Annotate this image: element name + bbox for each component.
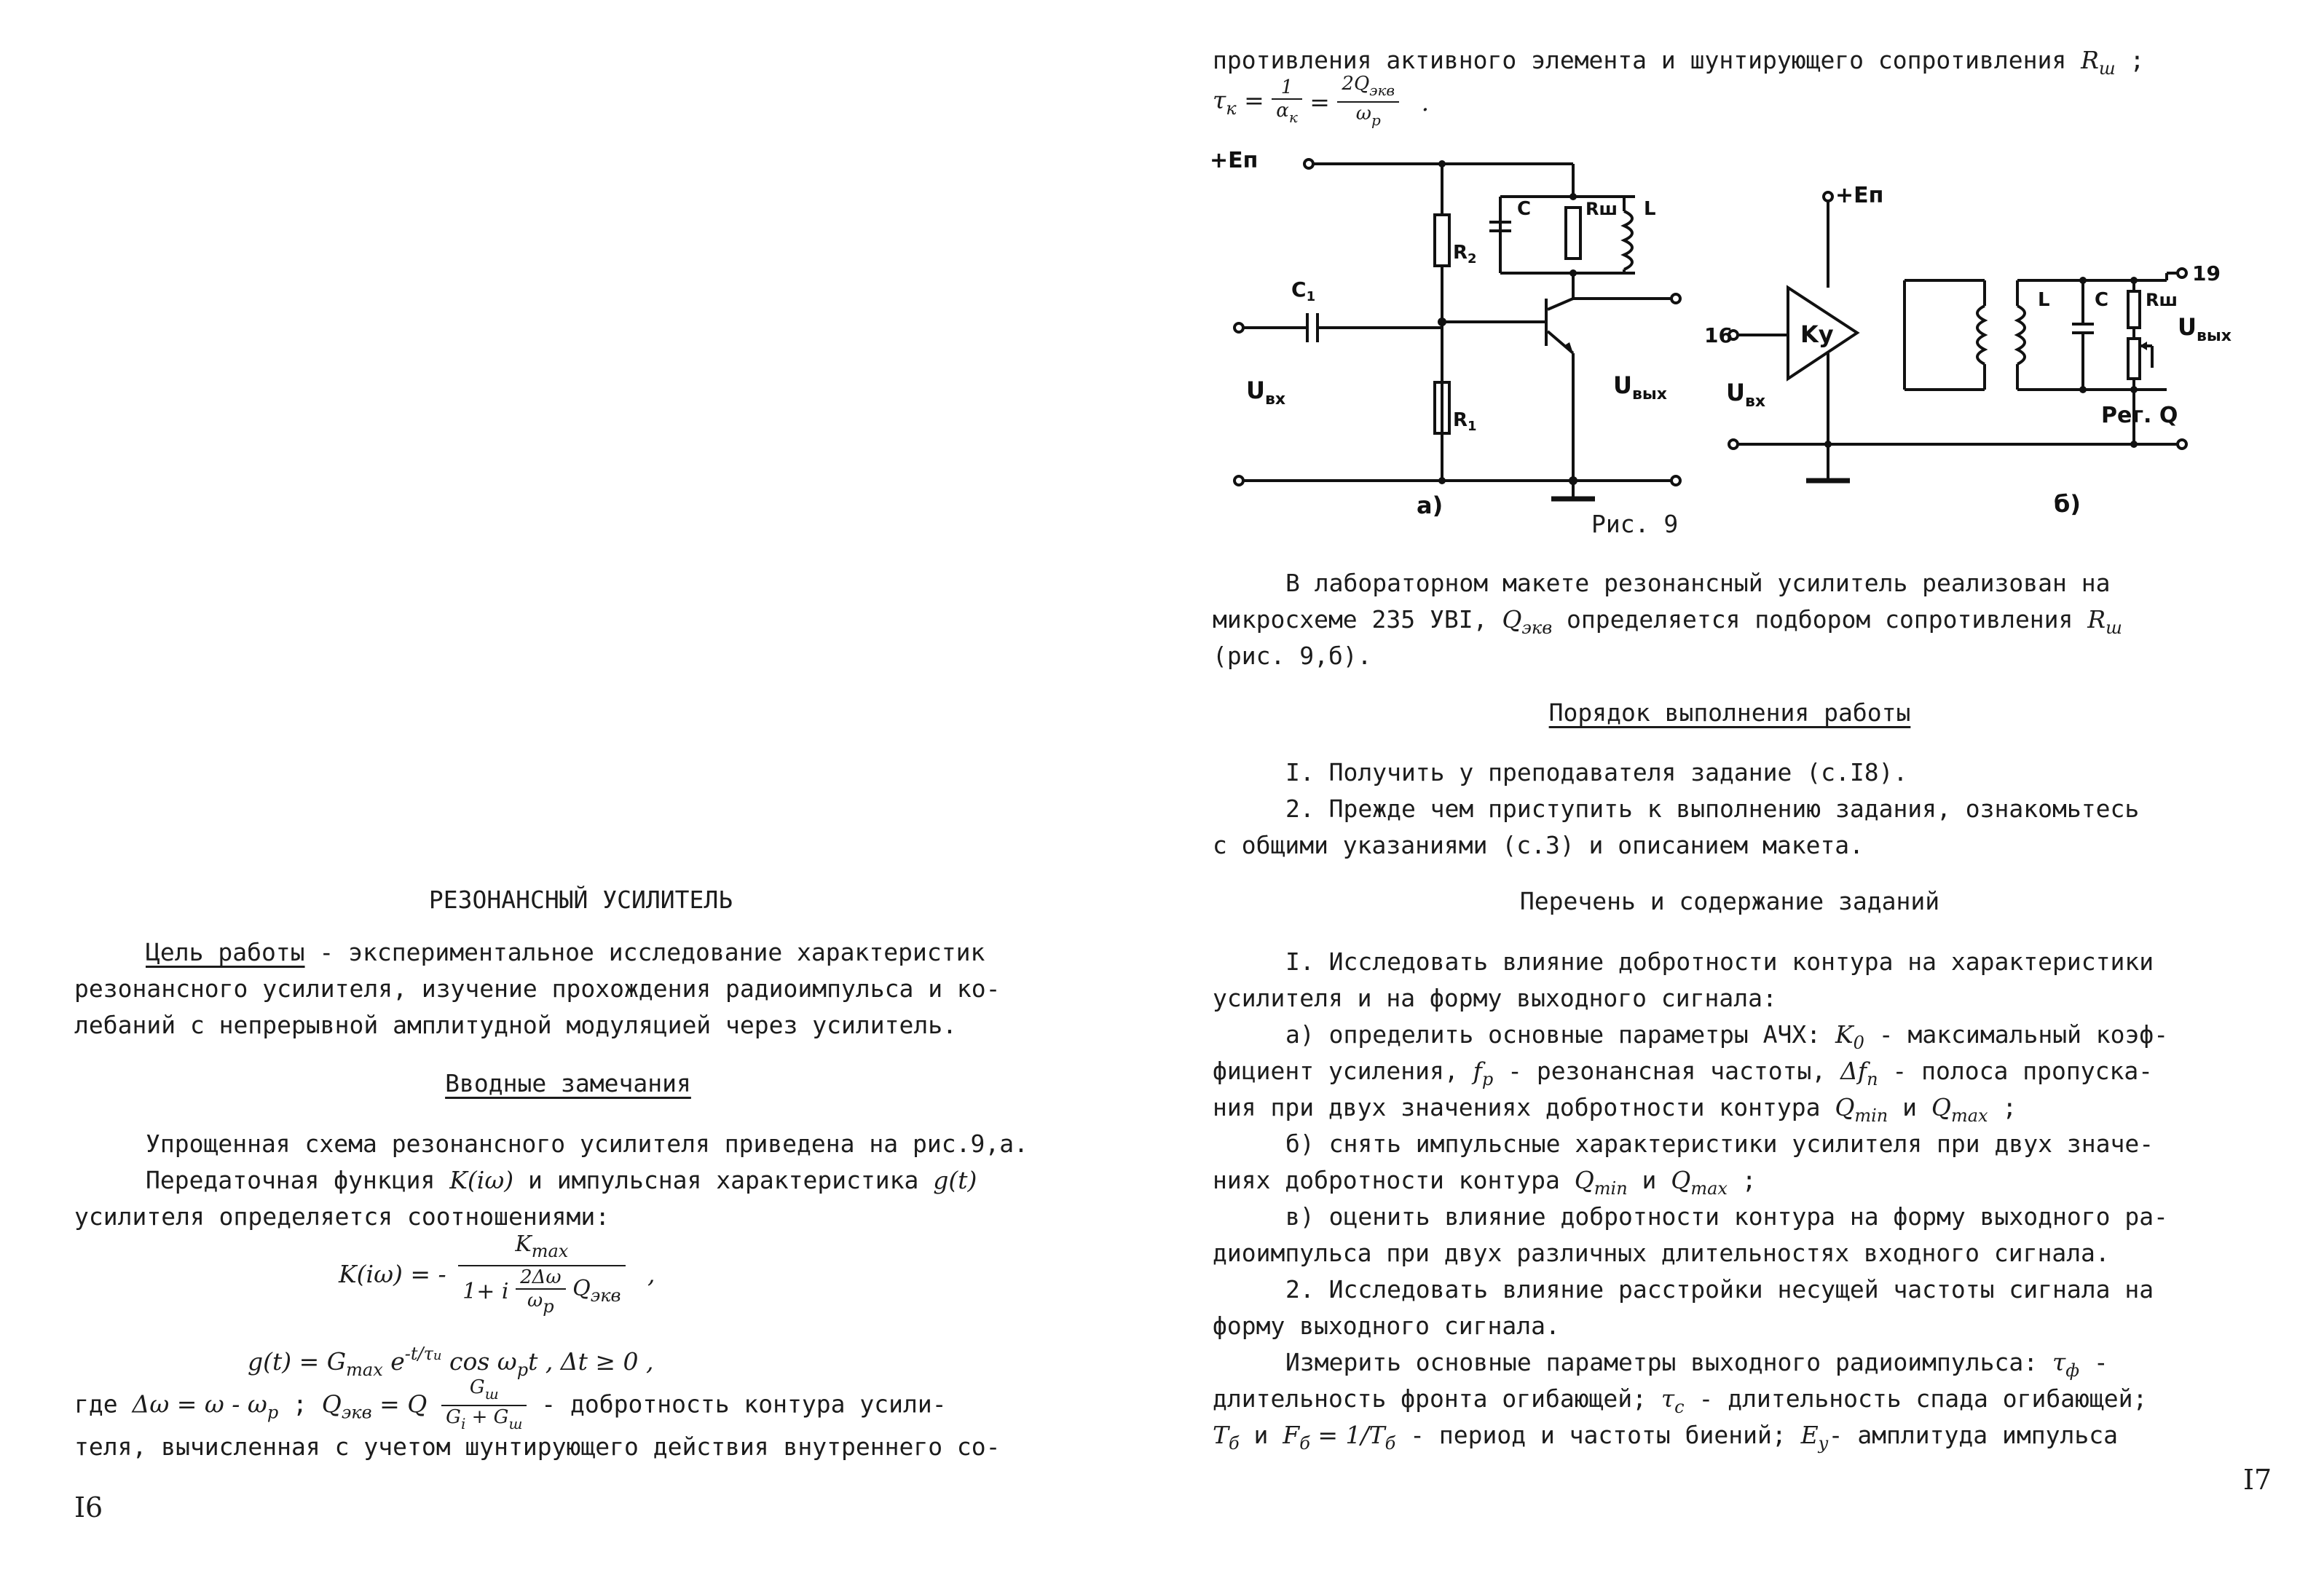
where-frac-den <box>441 1406 527 1435</box>
r2-letter: R <box>1453 242 1468 264</box>
top-line-end: ; <box>2115 46 2145 74</box>
where-frac-den-sub2: ш <box>508 1415 523 1432</box>
where-eq: = Q <box>371 1389 428 1419</box>
uin-a-letter: U <box>1246 376 1265 404</box>
t1g-text-a: ниях добротности контура <box>1213 1166 1575 1194</box>
t1c-text-b: - максимальный коэф- <box>1864 1020 2169 1049</box>
where-dw-sub: p <box>267 1402 279 1423</box>
lab-line-2-text-b: определяется подбором сопротивления <box>1552 605 2088 634</box>
tau-lhs-letter: τ <box>1213 85 1226 114</box>
lab-r: R <box>2087 605 2106 634</box>
r1-letter: R <box>1453 409 1468 431</box>
task-1e <box>1213 1092 2017 1131</box>
m2-text-b: - длительность спада огибающей; <box>1684 1384 2148 1413</box>
tasks-heading: Перечень и содержание заданий <box>1519 887 1940 915</box>
t1d-text-c: - полоса пропуска- <box>1878 1057 2154 1085</box>
eq1-den-q <box>572 1275 621 1306</box>
circuit-b-rsh-label: Rш <box>2146 290 2178 310</box>
eq2-lhs: g(t) = G <box>248 1347 347 1376</box>
tau-f2-num <box>1337 73 1399 103</box>
tau-f2-num-text: 2Q <box>1342 73 1370 95</box>
t1g-q2: Q <box>1671 1166 1691 1194</box>
where-text-b: ; <box>278 1389 322 1419</box>
m3-t: T <box>1213 1421 1229 1449</box>
circuit-a-uout-label <box>1613 371 1667 403</box>
top-line-r-sub: ш <box>2098 58 2116 79</box>
task-1g <box>1213 1165 1757 1204</box>
m3-text-a: и <box>1239 1421 1283 1449</box>
eq2-cos-sub: p <box>516 1360 529 1380</box>
tau-end: . <box>1421 87 1430 117</box>
t1e-q2-sub: max <box>1950 1105 1988 1126</box>
goal-line-1-text: - экспериментальное исследование характеристик <box>304 938 985 966</box>
t1g-text-b: и <box>1627 1166 1671 1194</box>
t1g-q1: Q <box>1574 1166 1594 1194</box>
task-1h: в) оценить влияние добротности контура на форму выходного ра- <box>1285 1202 2168 1231</box>
circuit-a-c-label: C <box>1517 198 1532 220</box>
eq1-den-a: 1+ i <box>462 1279 509 1304</box>
title-text: РЕЗОНАНСНЫЙ УСИЛИТЕЛЬ <box>428 886 733 914</box>
m1-tau-sub: ф <box>2065 1360 2080 1381</box>
figure-9a-circuit <box>1205 142 1715 538</box>
circuit-a-svg <box>1205 142 1715 535</box>
t1d-f: f <box>1473 1057 1482 1085</box>
goal-line-3: лебаний с непрерывной амплитудной модуляцией через усилитель. <box>74 1011 957 1039</box>
eq1-fraction <box>458 1231 625 1317</box>
m3-text-c: - амплитуда импульса <box>1828 1421 2118 1449</box>
eq1-den-q-sub: экв <box>590 1285 621 1306</box>
where-dw: Δω = ω - ω <box>132 1389 267 1419</box>
eq1-den-q-letter: Q <box>572 1275 591 1301</box>
tau-f1-den-sub: к <box>1288 108 1298 126</box>
m1-text-b: - <box>2079 1348 2108 1376</box>
t1g-text-c: ; <box>1727 1166 1757 1194</box>
circuit-b-svg <box>1682 171 2236 535</box>
task-1c <box>1285 1020 2168 1058</box>
where-frac-num-sub: ш <box>484 1385 499 1403</box>
eq1-inner-fraction <box>516 1266 566 1317</box>
circuit-b-uout-label <box>2178 313 2232 345</box>
m3-text-b: - период и частоты биений; <box>1395 1421 1801 1449</box>
top-line-text: противления активного элемента и шунтирующего сопротивления <box>1213 46 2081 74</box>
m3-eq: = 1/T <box>1309 1421 1385 1449</box>
tau-fraction-2 <box>1337 73 1399 131</box>
t1g-q1-sub: min <box>1594 1178 1628 1199</box>
m3-f-sub: б <box>1299 1433 1310 1454</box>
task-1a: I. Исследовать влияние добротности контура на характеристики <box>1285 947 2154 976</box>
t1d-f-sub: р <box>1481 1069 1494 1089</box>
order-item-2b: с общими указаниями (с.3) и описанием макета. <box>1213 831 1864 859</box>
p2-text-b: и импульсная характеристика <box>513 1166 934 1194</box>
circuit-b-pin-in: 16 <box>1704 323 1733 347</box>
circuit-b-c-label: C <box>2095 289 2109 311</box>
tau-f2-num-sub: экв <box>1369 82 1395 99</box>
c1-letter: C <box>1291 277 1307 301</box>
where-frac-num <box>441 1376 527 1406</box>
circuit-a-rsh-label: Rш <box>1586 199 1618 219</box>
tau-f2-den <box>1337 103 1399 131</box>
eq1-tail: , <box>647 1260 655 1288</box>
t1c-k: K <box>1835 1020 1854 1049</box>
goal-line-1 <box>146 937 985 968</box>
circuit-a-uin-label <box>1246 376 1285 409</box>
intro-paragraph-2 <box>146 1165 977 1196</box>
circuit-a-l-label: L <box>1644 198 1656 220</box>
lab-r-sub: ш <box>2106 618 2122 638</box>
tau-equals: = <box>1309 87 1330 117</box>
tau-f1-den-alpha: α <box>1276 99 1289 122</box>
t1c-k-sub: 0 <box>1853 1033 1864 1053</box>
eq1-lhs: K(iω) = - <box>339 1260 446 1288</box>
task-1i: диоимпульса при двух различных длительностях входного сигнала. <box>1213 1239 2110 1267</box>
c1-sub: 1 <box>1306 289 1316 304</box>
top-line-r: R <box>2081 46 2099 74</box>
m3-eq-sub: б <box>1384 1433 1396 1454</box>
eq2-exponent: -t/τ <box>404 1344 433 1364</box>
circuit-a-label: а) <box>1417 492 1443 519</box>
uout-b-sub: вых <box>2196 327 2232 345</box>
t1e-q1: Q <box>1835 1093 1855 1121</box>
p2-k-symbol: K(iω) <box>449 1166 514 1194</box>
m1-tau: τ <box>2052 1348 2066 1376</box>
last-line: теля, вычисленная с учетом шунтирующего действия внутреннего со- <box>74 1432 1001 1461</box>
eq2-exponent-sub: u <box>433 1348 442 1363</box>
circuit-b-label: б) <box>2054 490 2081 518</box>
where-frac-den-sub1: i <box>460 1415 466 1432</box>
t1e-text-c: ; <box>1988 1093 2017 1121</box>
eq1-inner-num: 2Δω <box>516 1266 566 1290</box>
where-q-sub: экв <box>341 1402 372 1423</box>
eq2-lhs-sub: max <box>346 1360 383 1380</box>
measure-line-3 <box>1213 1420 2118 1459</box>
uout-a-letter: U <box>1613 371 1632 399</box>
intro-paragraph-3: усилителя определяется соотношениями: <box>74 1202 610 1231</box>
circuit-b-uin-label <box>1726 379 1765 411</box>
uout-a-sub: вых <box>1631 385 1667 403</box>
figure-9b-circuit <box>1682 171 2236 538</box>
lab-line-3: (рис. 9,б). <box>1213 642 1372 670</box>
task-1f: б) снять импульсные характеристики усилителя при двух значе- <box>1285 1129 2154 1158</box>
measure-line-2 <box>1213 1384 2147 1422</box>
circuit-b-l-label: L <box>2038 289 2050 311</box>
tau-f1-den <box>1272 100 1302 128</box>
circuit-a-c1-label <box>1291 277 1315 304</box>
figure-caption: Рис. 9 <box>1591 510 1679 538</box>
circuit-b-supply-label: +Eп <box>1835 183 1884 208</box>
uout-b-letter: U <box>2178 313 2197 341</box>
uin-b-sub: вх <box>1744 393 1766 411</box>
task-1b: усилителя и на форму выходного сигнала: <box>1213 984 1777 1012</box>
page-number-right: I7 <box>2243 1464 2272 1496</box>
lab-line-1: В лабораторном макете резонансный усилитель реализован на <box>1285 569 2111 597</box>
where-fraction <box>441 1376 527 1435</box>
tau-fraction-1 <box>1272 76 1302 128</box>
page-number-left: I6 <box>74 1491 103 1523</box>
circuit-a-r1-label <box>1453 409 1477 434</box>
t1c-text-a: а) определить основные параметры АЧХ: <box>1285 1020 1835 1049</box>
circuit-b-amp-label: Kу <box>1800 320 1834 348</box>
circuit-a-supply-label: +Eп <box>1210 148 1258 173</box>
eq1-num-k: K <box>515 1231 532 1257</box>
lab-line-2-text-a: микросхеме 235 УВI, <box>1213 605 1502 634</box>
t1e-text-b: и <box>1888 1093 1931 1121</box>
eq2-cos: cos ω <box>441 1347 517 1376</box>
m2-tau-sub: с <box>1674 1397 1685 1417</box>
tau-f2-den-omega: ω <box>1355 103 1371 125</box>
where-frac-den-g: G <box>446 1406 461 1428</box>
t1e-q1-sub: min <box>1854 1105 1888 1126</box>
uin-a-sub: вх <box>1264 390 1286 409</box>
r1-sub: 1 <box>1468 419 1477 434</box>
tau-lhs: $\tau_к$ = <box>1213 85 1264 119</box>
t1d-text-a: фициент усиления, <box>1213 1057 1473 1085</box>
t1e-text-a: ния при двух значениях добротности контура <box>1213 1093 1835 1121</box>
p2-text-a: Передаточная функция <box>146 1166 450 1194</box>
equation-transfer-function <box>339 1231 655 1317</box>
section-title <box>0 885 1162 915</box>
task-1d <box>1213 1056 2153 1095</box>
lab-q: Q <box>1502 605 1522 634</box>
order-item-1: I. Получить у преподавателя задание (с.I8). <box>1285 758 1908 786</box>
eq1-inner-den-sub: p <box>543 1296 554 1317</box>
task-2b: форму выходного сигнала. <box>1213 1312 1560 1340</box>
m2-text-a: длительность фронта огибающей; <box>1213 1384 1661 1413</box>
m1-text-a: Измерить основные параметры выходного радиоимпульса: <box>1285 1348 2052 1376</box>
tau-f1-num: 1 <box>1272 76 1302 100</box>
where-line <box>74 1376 947 1435</box>
t1e-q2: Q <box>1931 1093 1951 1121</box>
where-q: Q <box>321 1389 342 1419</box>
lab-q-sub: экв <box>1521 618 1553 638</box>
where-frac-den-plus: + G <box>465 1406 509 1428</box>
lab-line-2 <box>1213 604 2122 643</box>
t1d-df: Δf <box>1840 1057 1867 1085</box>
eq1-numerator <box>458 1231 625 1266</box>
m3-e-sub: у <box>1818 1433 1829 1454</box>
circuit-b-pin-out: 19 <box>2192 261 2221 285</box>
eq2-e: e <box>390 1347 405 1376</box>
m3-t-sub: б <box>1229 1433 1240 1454</box>
order-heading: Порядок выполнения работы <box>1548 698 1911 727</box>
circuit-b-reg-label: Рег. Q <box>2101 403 2178 428</box>
intro-heading: Вводные замечания <box>445 1069 691 1097</box>
tau-f2-den-sub: р <box>1371 111 1381 129</box>
eq1-inner-den <box>516 1290 566 1317</box>
intro-paragraph-1: Упрощенная схема резонансного усилителя приведена на рис.9,а. <box>146 1129 1028 1158</box>
t1d-text-b: - резонансная частоты, <box>1493 1057 1841 1085</box>
eq1-denominator <box>458 1266 625 1317</box>
circuit-a-r2-label <box>1453 242 1477 267</box>
goal-line-2: резонансного усилителя, изучение прохождения радиоимпульса и ко- <box>74 974 1001 1003</box>
r2-sub: 2 <box>1468 251 1477 267</box>
eq1-inner-den-w: ω <box>527 1290 543 1312</box>
t1g-q2-sub: max <box>1690 1178 1728 1199</box>
order-item-2a: 2. Прежде чем приступить к выполнению задания, ознакомьтесь <box>1285 795 2140 823</box>
p2-g-symbol: g(t) <box>933 1166 977 1194</box>
m2-tau: τ <box>1661 1384 1675 1413</box>
goal-label: Цель работы <box>146 938 305 966</box>
where-frac-num-g: G <box>469 1376 485 1398</box>
uin-b-letter: U <box>1726 379 1745 406</box>
where-text-c: - добротность контура усили- <box>541 1389 947 1419</box>
right-page <box>1162 0 2324 1581</box>
eq2-rest: t , Δt ≥ 0 , <box>528 1347 654 1376</box>
eq1-num-sub: max <box>531 1241 569 1261</box>
measure-line-1 <box>1285 1347 2108 1386</box>
t1d-df-sub: п <box>1867 1069 1878 1089</box>
m3-f: F <box>1283 1421 1300 1449</box>
task-2a: 2. Исследовать влияние расстройки несущей частоты сигнала на <box>1285 1275 2154 1304</box>
tau-lhs-sub: к <box>1226 98 1237 119</box>
where-text-a: где <box>74 1389 133 1419</box>
m3-e: E <box>1800 1421 1819 1449</box>
tau-equation <box>1213 73 1429 131</box>
